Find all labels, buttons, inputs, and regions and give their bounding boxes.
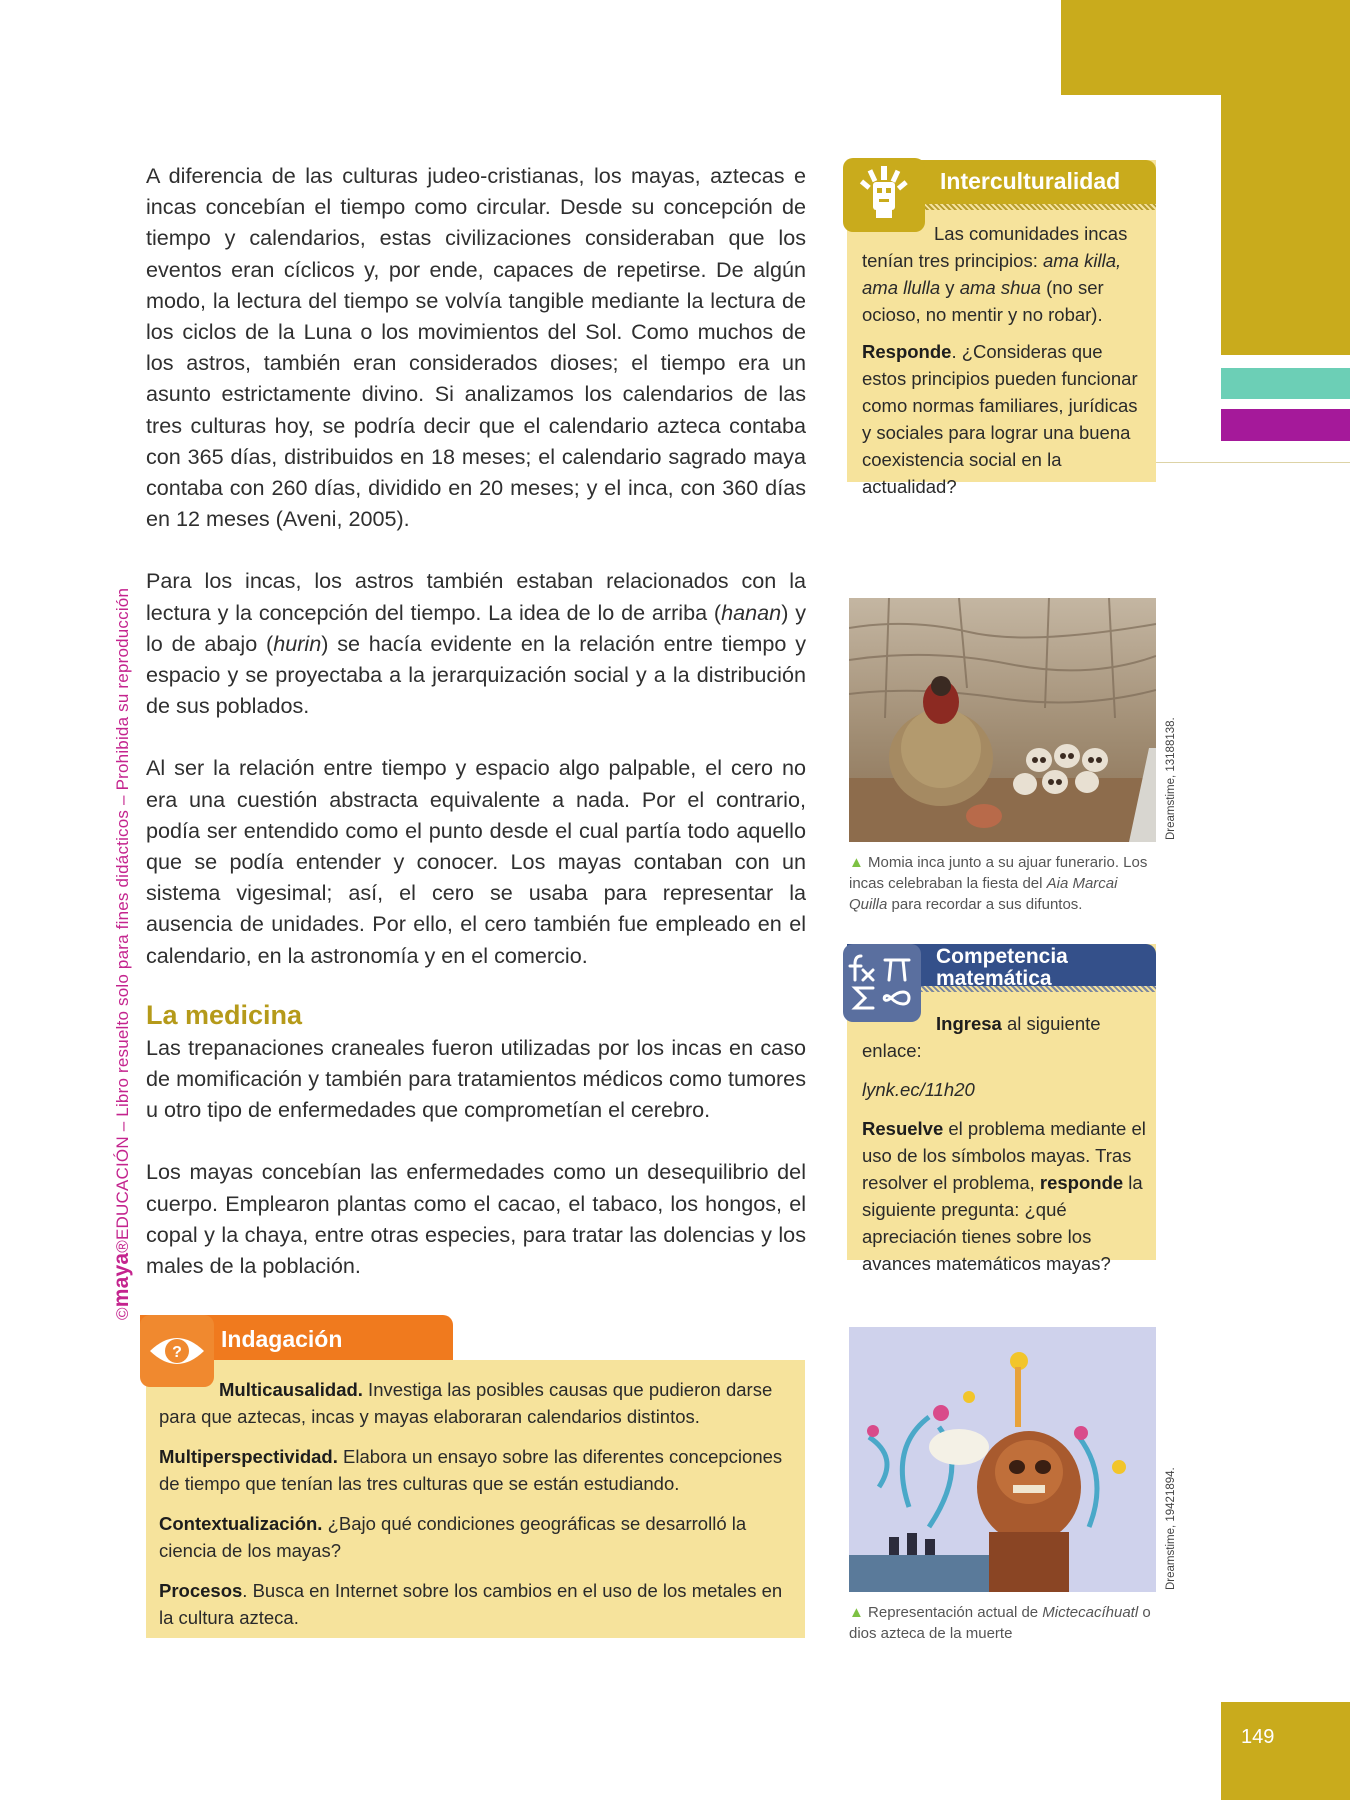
p2-text-c: ) se hacía evidente en la relación entre tiempo y espacio y se proyectaba a la jerarquización social y a la distribución de sus poblados. bbox=[146, 630, 806, 719]
ind-item-label: Multiperspectividad. bbox=[159, 1446, 338, 1467]
cm-link-row bbox=[862, 1076, 1150, 1103]
ind-item-text: Investiga las posibles causas que pudieron darse para que aztecas, incas y mayas elaboraran calendarios distintos. bbox=[159, 1379, 773, 1427]
competencia-body bbox=[862, 1010, 1150, 1289]
page-number: 149 bbox=[1241, 1726, 1275, 1748]
accent-band-teal bbox=[1221, 368, 1350, 399]
corner-band-top bbox=[1061, 0, 1350, 95]
indagacion-body bbox=[159, 1376, 799, 1644]
page-number-box bbox=[1221, 1702, 1350, 1800]
ic-text-a: Las comunidades incas tenían tres principios: bbox=[862, 223, 1128, 271]
ic-terms: ama killa, ama llulla bbox=[862, 250, 1122, 298]
p2-text-b: ) y lo de abajo ( bbox=[146, 599, 806, 656]
term-hurin: hurin bbox=[273, 630, 322, 656]
ind-item-label: Contextualización. bbox=[159, 1513, 323, 1534]
photo-inca-mummy bbox=[849, 598, 1156, 842]
ind-item bbox=[159, 1510, 799, 1564]
ic-paragraph-1 bbox=[862, 220, 1150, 328]
ind-item bbox=[159, 1577, 799, 1631]
paragraph-1: A diferencia de las culturas judeo-cristianas, los mayas, aztecas e incas concebían el tiempo como circular. Desde su concepción de tiempo y calendarios, estas civilizaciones consideraban que los eventos eran cíclicos y, por ende, capaces de repetirse. De algún modo, la lectura del tiempo se volvía tangible mediante la lectura de los ciclos de la Luna o los movimientos del Sol. Como muchos de los astros, también eran considerados dioses; el tiempo era un asunto estrictamente divino. Si analizamos los calendarios de las tres culturas hoy, se podría decir que el calendario azteca contaba con 365 días, distribuidos en 18 meses; el calendario sagrado maya contaba con 260 días, dividido en 20 meses; y el inca, con 360 días en 12 meses (Aveni, 2005). bbox=[146, 163, 806, 532]
cm-paragraph-2 bbox=[862, 1115, 1150, 1277]
photo1-caption-b: para recordar a sus difuntos. bbox=[887, 896, 1083, 913]
ic-question: . ¿Consideras que estos principios pueden funcionar como normas familiares, jurídicas y sociales para lograr una buena coexistencia social en la actualidad? bbox=[862, 341, 1138, 497]
photo2-caption-italic: Mictecacíhuatl bbox=[1042, 1604, 1139, 1621]
photo2-caption-a: Representación actual de bbox=[868, 1604, 1043, 1621]
copyright-symbol: © bbox=[113, 1307, 132, 1320]
photo2-credit: Dreamstime, 19421894. bbox=[1165, 1467, 1177, 1590]
cm-text-b: la siguiente pregunta: ¿qué apreciación tienes sobre los avances matemáticos mayas? bbox=[862, 1172, 1143, 1274]
paragraph-4: Las trepanaciones craneales fueron utilizadas por los incas en caso de momificación y también para tratamientos médicos como tumores u otro tipo de enfermedades que comprometían el cerebro. bbox=[146, 1034, 806, 1123]
indagacion-title: Indagación bbox=[221, 1326, 343, 1352]
photo2-caption bbox=[849, 1602, 1159, 1644]
side-copyright-notice bbox=[110, 480, 134, 1320]
cm-link[interactable]: lynk.ec/11h20 bbox=[862, 1079, 975, 1100]
competencia-title bbox=[936, 946, 1068, 990]
competencia-title-line1: Competencia bbox=[936, 945, 1068, 968]
brand-name: maya bbox=[110, 1252, 133, 1308]
section-heading-medicina: La medicina bbox=[146, 999, 303, 1030]
cm-ingresa-label: Ingresa bbox=[936, 1013, 1002, 1034]
notice-text: EDUCACIÓN – Libro resuelto solo para fines didácticos – Prohibida su reproducción bbox=[113, 587, 132, 1241]
photo2-caption-b: o dios azteca de la muerte bbox=[849, 1604, 1151, 1642]
ind-item bbox=[159, 1443, 799, 1497]
competencia-title-line2: matemática bbox=[936, 967, 1052, 990]
photo1-caption-a: Momia inca junto a su ajuar funerario. Los incas celebraban la fiesta del bbox=[849, 854, 1148, 892]
interculturalidad-title: Interculturalidad bbox=[940, 168, 1121, 194]
ic-term3: ama shua bbox=[959, 277, 1041, 298]
cm-ingresa-rest: al siguiente enlace: bbox=[862, 1013, 1101, 1061]
registered-mark: ® bbox=[113, 1240, 132, 1253]
ic-responde-label: Responde bbox=[862, 341, 952, 362]
cm-paragraph-1 bbox=[862, 1010, 1150, 1064]
ic-text-b: (no ser ocioso, no mentir y no robar). bbox=[862, 277, 1104, 325]
cm-resuelve-label: Resuelve bbox=[862, 1118, 944, 1139]
interculturalidad-body bbox=[862, 220, 1150, 510]
ic-text-y: y bbox=[940, 277, 960, 298]
ind-item bbox=[159, 1376, 799, 1430]
paragraph-2 bbox=[146, 565, 806, 721]
svg-text:?: ? bbox=[172, 1344, 182, 1361]
photo-mictecacihuatl bbox=[849, 1327, 1156, 1592]
main-text-column bbox=[146, 160, 806, 1312]
photo1-caption bbox=[849, 852, 1159, 915]
corner-band-right bbox=[1221, 95, 1350, 355]
paragraph-5: Los mayas concebían las enfermedades como un desequilibrio del cuerpo. Emplearon plantas como el cacao, el tabaco, los hongos, el copal y la chaya, entre otras especies, para tratar las dolencias y los males de la población. bbox=[146, 1159, 806, 1279]
ind-item-label: Multicausalidad. bbox=[219, 1379, 363, 1400]
caption-triangle-icon: ▲ bbox=[849, 1604, 869, 1621]
ind-item-text: ¿Bajo qué condiciones geográficas se desarrolló la ciencia de los mayas? bbox=[159, 1513, 747, 1561]
photo1-caption-italic: Aia Marcai Quilla bbox=[849, 875, 1118, 913]
ic-paragraph-2 bbox=[862, 338, 1150, 500]
cm-text-a: el problema mediante el uso de los símbolos mayas. Tras resolver el problema, bbox=[862, 1118, 1146, 1193]
accent-band-purple bbox=[1221, 409, 1350, 441]
ind-item-text: Elabora un ensayo sobre las diferentes concepciones de tiempo que tenían las tres culturas que se están estudiando. bbox=[159, 1446, 783, 1494]
ind-item-text: . Busca en Internet sobre los cambios en el uso de los metales en la cultura azteca. bbox=[159, 1580, 783, 1628]
photo1-credit: Dreamstime, 13188138. bbox=[1165, 717, 1177, 840]
caption-triangle-icon: ▲ bbox=[849, 854, 869, 871]
cm-responde-label: responde bbox=[1039, 1172, 1124, 1193]
p2-text-a: Para los incas, los astros también estaban relacionados con la lectura y la concepción del tiempo. La idea de lo de arriba ( bbox=[146, 568, 806, 625]
term-hanan: hanan bbox=[721, 599, 782, 625]
paragraph-3: Al ser la relación entre tiempo y espacio algo palpable, el cero no era una cuestión abstracta equivalente a nada. Por el contrario, podía ser entendido como el punto desde el cual partía todo aquello que se podía entender y conocer. Los mayas contaban con un sistema vigesimal; así, el cero se usaba para representar la ausencia de unidades. Por ello, el cero también fue empleado en el calendario, en la astronomía y en el comercio. bbox=[146, 755, 806, 968]
ind-item-label: Procesos bbox=[159, 1580, 243, 1601]
